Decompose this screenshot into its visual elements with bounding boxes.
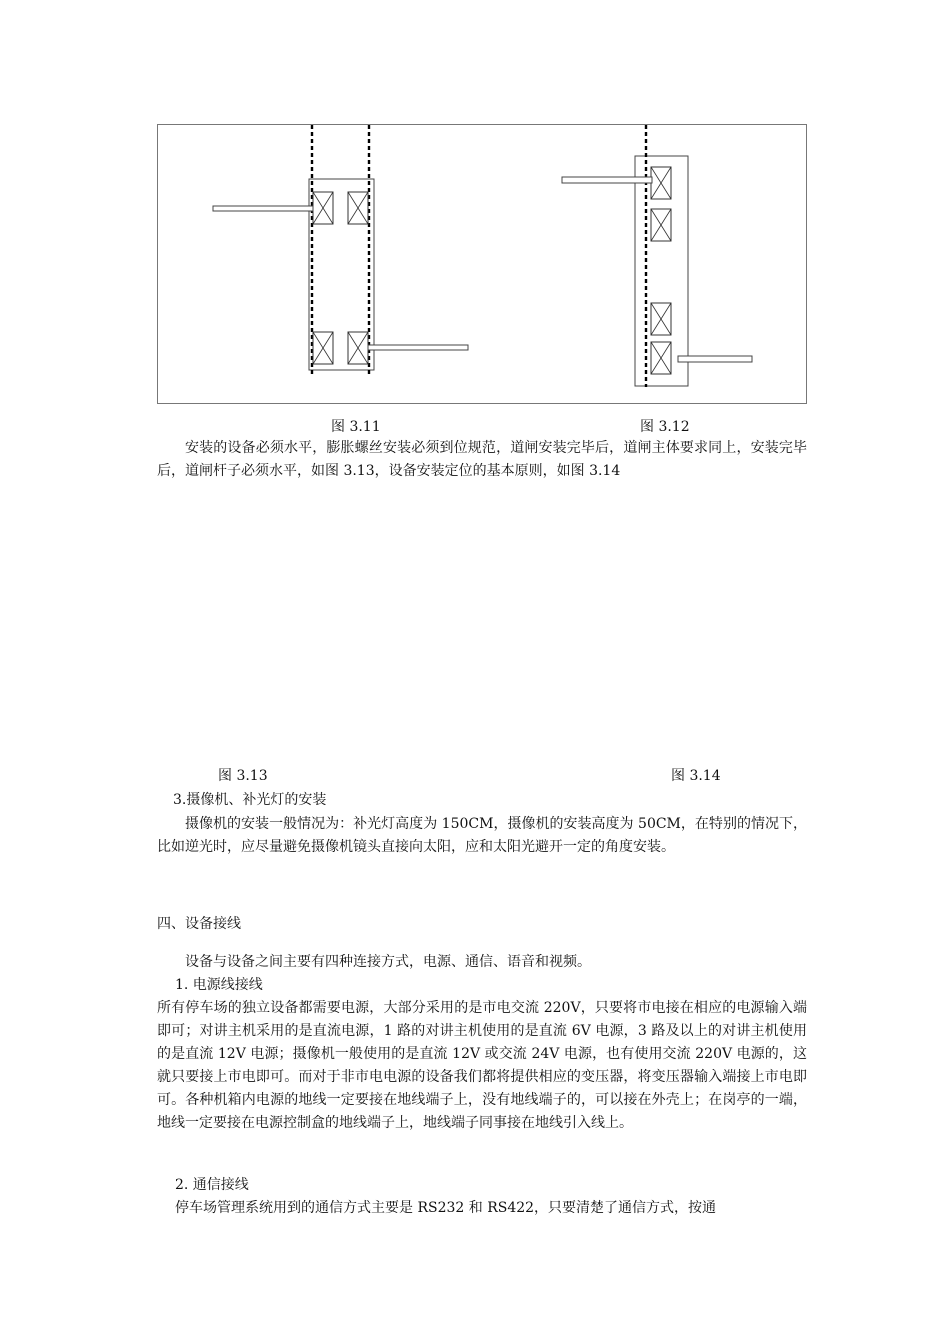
fig-3-11-drawing bbox=[213, 125, 468, 375]
figure-caption-3-12: 图 3.12 bbox=[640, 419, 690, 435]
paragraph-power-wiring: 所有停车场的独立设备都需要电源，大部分采用的是市电交流 220V，只要将市电接在相应的电源输入端即可；对讲主机采用的是直流电源，1 路的对讲主机使用的是直流 6V 电源，3 路及以上的对讲主机使用的是直流 12V 电源；摄像机一般使用的是直流 12V 或交流 24V 电源，也有使用交流 220V 电源的，这就只要接上市电即可。而对于非市电电源的设备我们都将提供相应的变压器，将变压器输入端接上市电即可。各种机箱内电源的地线一定要接在地线端子上，没有地线端子的，可以接在外壳上；在岗亭的一端，地线一定要接在电源控制盒的地线端子上，地线端子同事接在地线引入线上。 bbox=[157, 1000, 807, 1131]
figure-caption-3-14: 图 3.14 bbox=[671, 768, 721, 784]
figure-3-11-3-12-diagram bbox=[157, 124, 807, 404]
comm-wiring-heading: 2. 通信接线 bbox=[175, 1177, 249, 1193]
installation-diagram bbox=[158, 125, 808, 405]
camera-install-heading: 3.摄像机、补光灯的安装 bbox=[173, 792, 327, 808]
paragraph-comm-wiring: 停车场管理系统用到的通信方式主要是 RS232 和 RS422，只要清楚了通信方式，按通 bbox=[175, 1200, 717, 1216]
paragraph-install-level: 安装的设备必须水平，膨胀螺丝安装必须到位规范，道闸安装完毕后，道闸主体要求同上，安装完毕后，道闸杆子必须水平，如图 3.13，设备安装定位的基本原则，如图 3.14 bbox=[157, 440, 807, 479]
paragraph-camera-install: 摄像机的安装一般情况为：补光灯高度为 150CM，摄像机的安装高度为 50CM，在特别的情况下，比如逆光时，应尽量避免摄像机镜头直接向太阳，应和太阳光避开一定的角度安装。 bbox=[157, 816, 807, 855]
paragraph-section-4-intro: 设备与设备之间主要有四种连接方式，电源、通信、语音和视频。 bbox=[185, 954, 591, 970]
power-wiring-heading: 1. 电源线接线 bbox=[175, 977, 263, 993]
figure-caption-3-11: 图 3.11 bbox=[331, 419, 381, 435]
figure-caption-3-13: 图 3.13 bbox=[218, 768, 268, 784]
section-4-heading: 四、设备接线 bbox=[157, 916, 241, 932]
fig-3-12-drawing bbox=[562, 125, 752, 387]
